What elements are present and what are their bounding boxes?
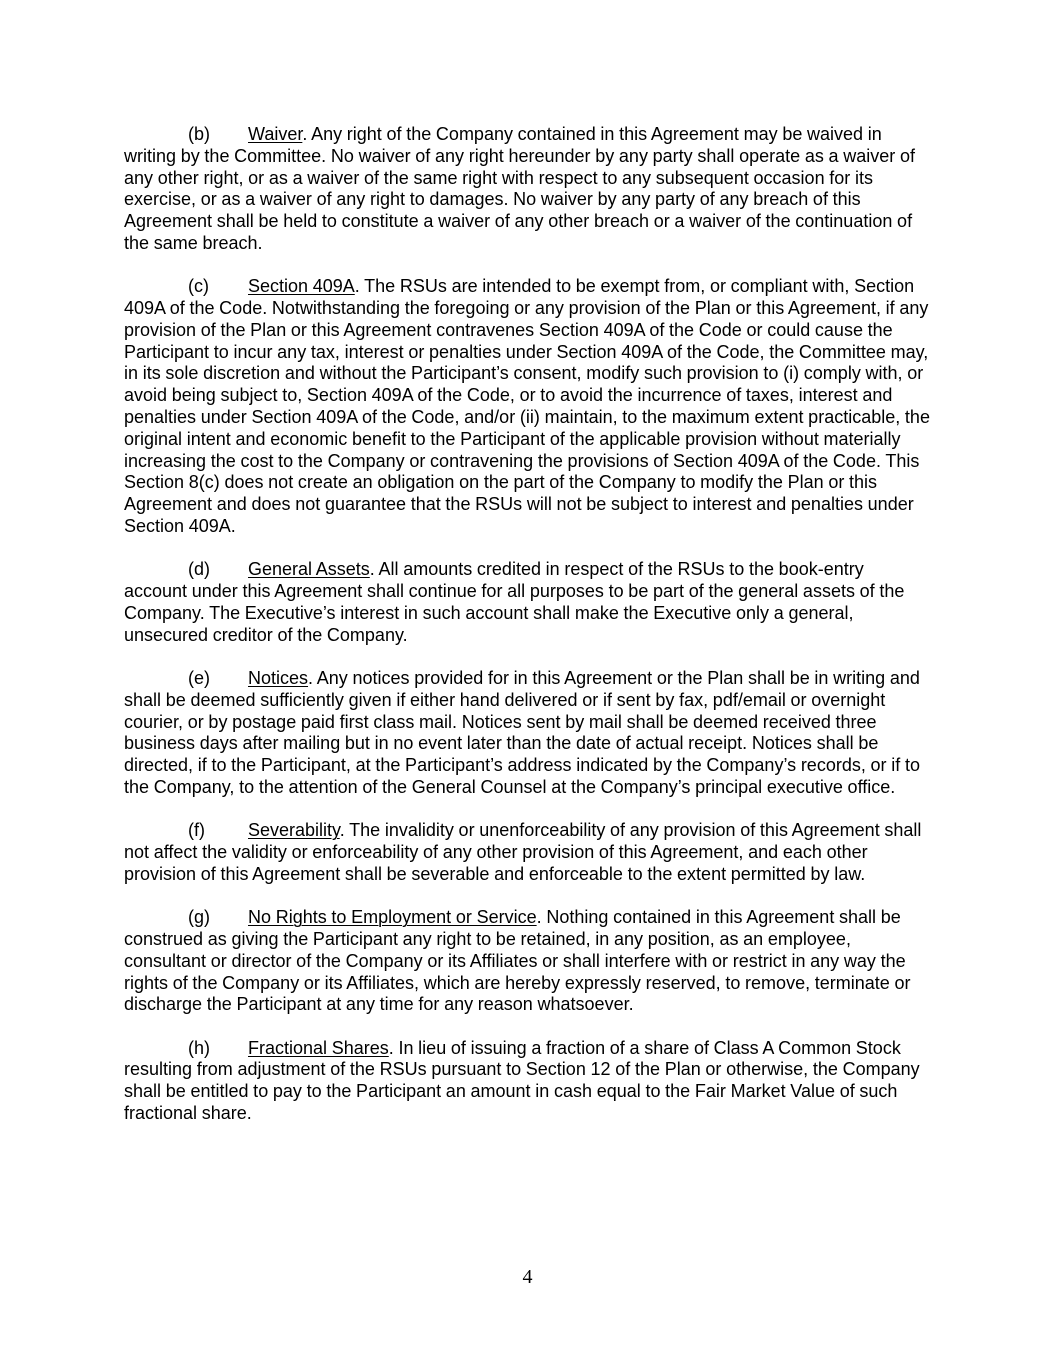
title-punctuation: . bbox=[354, 276, 365, 297]
section-b-waiver bbox=[124, 124, 930, 255]
section-body: In lieu of issuing a fraction of a share of Class A Common Stock resulting from adjustment of the RSUs pursuant to Section 12 of the Plan or otherwise, the Company shall be entitled to pay to the Participant an amount in cash equal to the Fair Market Value of such fractional share. bbox=[124, 1037, 920, 1124]
section-body: The RSUs are intended to be exempt from, or compliant with, Section 409A of the Code. Notwithstanding the foregoing or any provision of the Plan or this Agreement, if any provision of the Plan or this Agreement contravenes Section 409A of the Code or could cause the Participant to incur any tax, interest or penalties under Section 409A of the Code, the Committee may, in its sole discretion and without the Participant’s consent, modify such provision to (i) comply with, or avoid being subject to, Section 409A of the Code, or to avoid the incurrence of taxes, interest and penalties under Section 409A of the Code, and/or (ii) maintain, to the maximum extent practicable, the original intent and economic benefit to the Participant of the applicable provision without materially increasing the cost to the Company or contravening the provisions of Section 409A of the Code. This Section 8(c) does not create an obligation on the part of the Company to modify the Plan or this Agreement and does not guarantee that the RSUs will not be subject to interest and penalties under Section 409A. bbox=[124, 276, 930, 537]
section-label: (b) bbox=[188, 124, 210, 144]
section-title: General Assets bbox=[248, 559, 370, 580]
section-label: (c) bbox=[188, 276, 209, 297]
title-punctuation: . bbox=[302, 124, 312, 144]
section-title: Fractional Shares bbox=[248, 1037, 389, 1058]
title-punctuation: . bbox=[388, 1037, 399, 1058]
section-label: (d) bbox=[188, 559, 210, 580]
page-content bbox=[124, 124, 930, 1146]
title-punctuation: . bbox=[339, 820, 350, 841]
section-f-severability bbox=[124, 820, 930, 885]
section-body: The invalidity or unenforceability of any provision of this Agreement shall not affect the validity or enforceability of any other provision of this Agreement, and each other provision of this Agreement shall be severable and enforceable to the extent permitted by law. bbox=[124, 820, 922, 884]
title-punctuation: . bbox=[369, 559, 379, 580]
section-title: Severability bbox=[248, 820, 340, 841]
section-c-409a bbox=[124, 276, 930, 538]
page-number: 4 bbox=[522, 1266, 533, 1288]
section-title: Waiver bbox=[248, 124, 303, 144]
section-body: All amounts credited in respect of the RSUs to the book-entry account under this Agreement shall continue for all purposes to be part of the general assets of the Company. The Executive’s interest in such account shall make the Executive only a general, unsecured creditor of the Company. bbox=[124, 559, 905, 645]
section-body: Any right of the Company contained in this Agreement may be waived in writing by the Committee. No waiver of any right hereunder by any party shall operate as a waiver of any other right, or as a waiver of the same right with respect to any subsequent occasion for its exercise, or as a waiver of any right to damages. No waiver by any party of any breach of this Agreement shall be held to constitute a waiver of any other breach or a waiver of the continuation of the same breach. bbox=[124, 124, 915, 253]
section-label: (e) bbox=[188, 668, 210, 689]
title-punctuation: . bbox=[308, 668, 317, 689]
section-label: (h) bbox=[188, 1037, 210, 1058]
section-body: Any notices provided for in this Agreement or the Plan shall be in writing and shall be deemed sufficiently given if either hand delivered or if sent by fax, pdf/email or overnight courier, or by postage paid first class mail. Notices sent by mail shall be deemed received three business days after mailing but in no event later than the date of actual receipt. Notices shall be directed, if to the Participant, at the Participant’s address indicated by the Company’s records, or if to the Company, to the attention of the General Counsel at the Company’s principal executive office. bbox=[124, 668, 920, 798]
section-label: (g) bbox=[188, 907, 210, 928]
section-g-no-rights-to-employment bbox=[124, 907, 930, 1016]
section-h-fractional-shares bbox=[124, 1038, 930, 1125]
title-punctuation: . bbox=[536, 907, 547, 928]
section-title: No Rights to Employment or Service bbox=[248, 907, 537, 928]
section-d-general-assets bbox=[124, 559, 930, 646]
section-label: (f) bbox=[188, 820, 205, 841]
section-body: Nothing contained in this Agreement shall be construed as giving the Participant any right to be retained, in any position, as an employee, consultant or director of the Company or its Affiliates or shall interfere with or restrict in any way the rights of the Company or its Affiliates, which are hereby expressly reserved, to remove, terminate or discharge the Participant at any time for any reason whatsoever. bbox=[124, 907, 911, 1015]
section-title: Section 409A bbox=[248, 276, 355, 297]
section-title: Notices bbox=[248, 668, 309, 689]
section-e-notices bbox=[124, 668, 930, 799]
